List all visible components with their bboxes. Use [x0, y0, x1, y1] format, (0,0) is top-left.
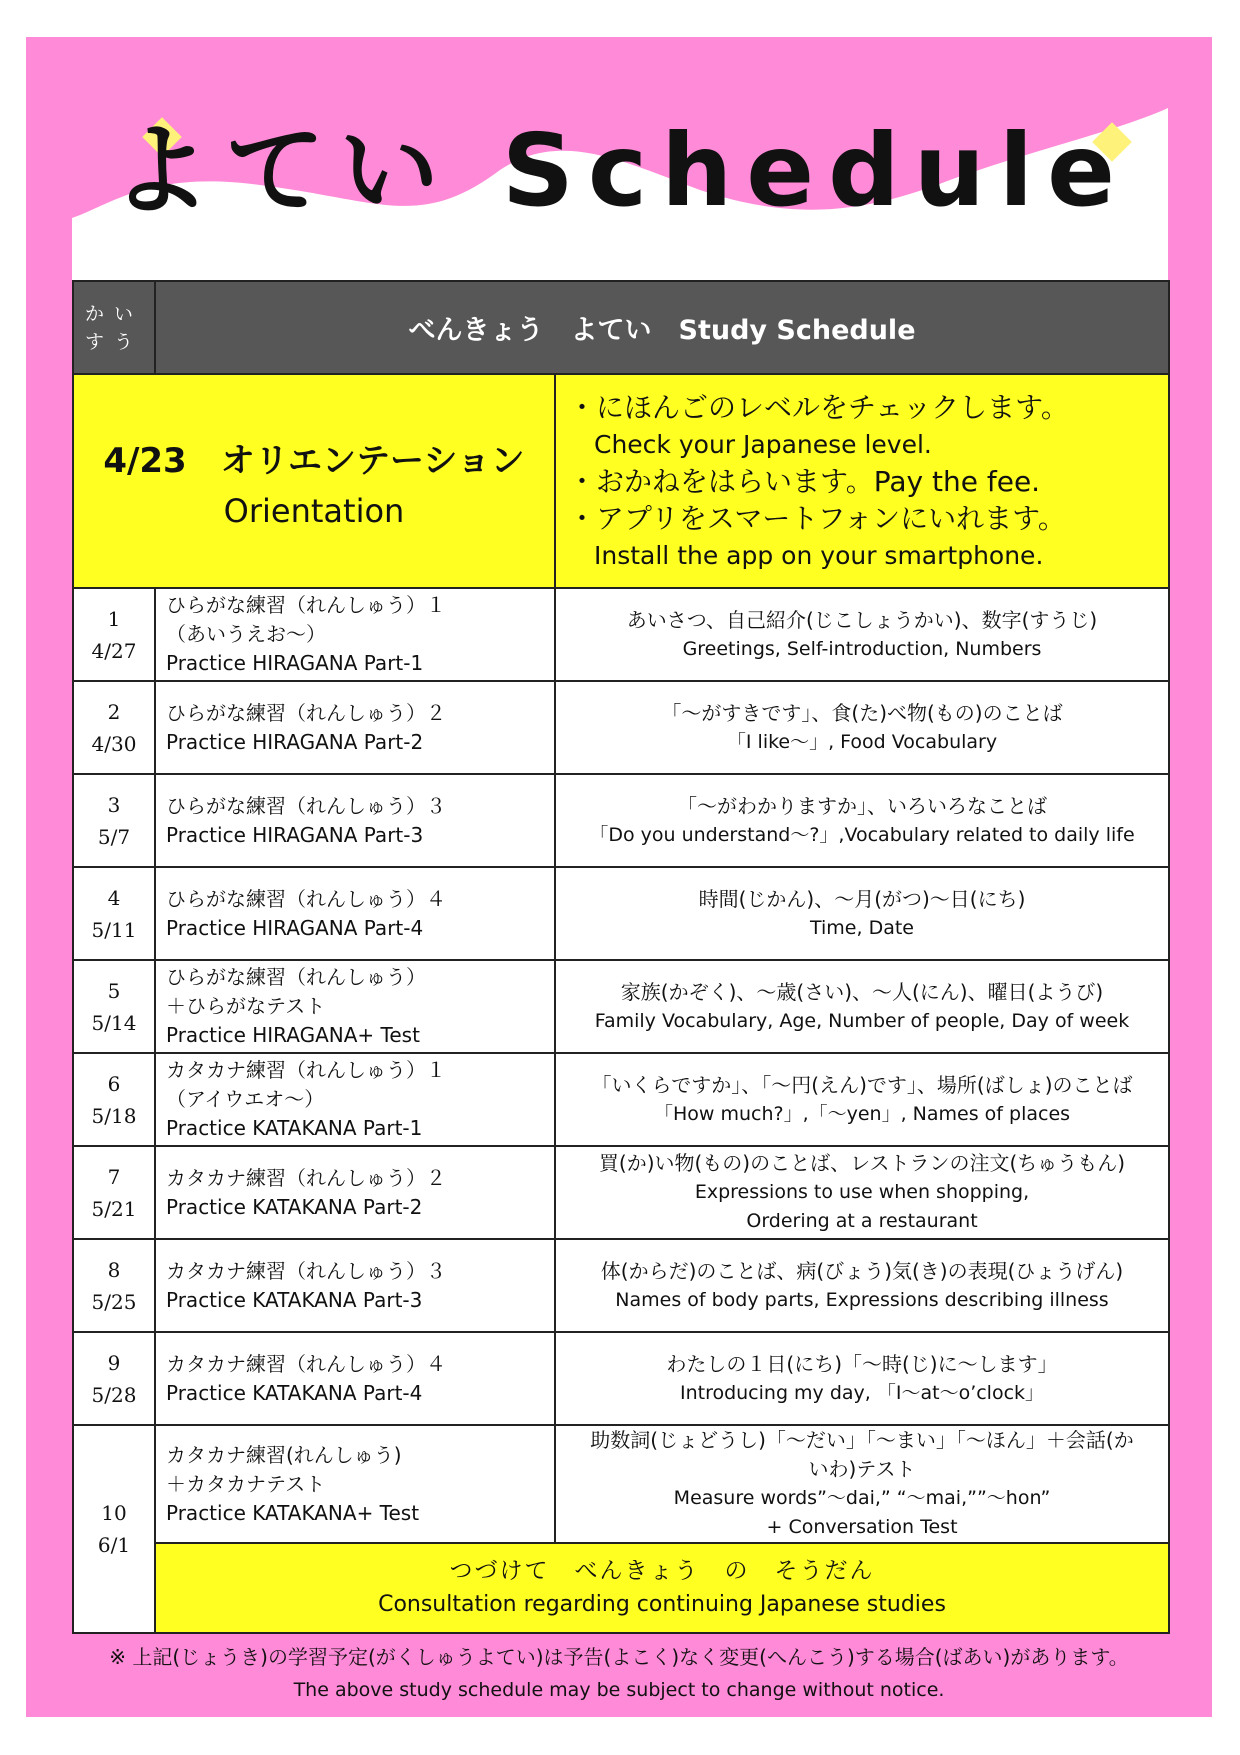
lesson-line: （あいうえお～）	[166, 622, 326, 646]
session-number: 6	[107, 1071, 121, 1096]
topic-en: 「I like～」, Food Vocabulary	[726, 730, 998, 753]
lesson-line: カタカナ練習（れんしゅう）３	[166, 1258, 446, 1283]
session-date: 5/21	[91, 1196, 137, 1221]
lesson-line: Practice KATAKANA Part-2	[166, 1194, 423, 1219]
lesson-cell	[155, 960, 555, 1053]
lesson-cell	[155, 1332, 555, 1425]
session-number: 2	[107, 699, 121, 724]
topic-cell	[555, 681, 1169, 774]
topic-en: 「How much?」,「～yen」, Names of places	[653, 1102, 1071, 1125]
topic-cell	[555, 588, 1169, 681]
consultation-cell	[155, 1543, 1169, 1633]
lesson-line: Practice KATAKANA+ Test	[166, 1500, 420, 1525]
lesson-line: Practice KATAKANA Part-1	[166, 1116, 423, 1140]
topic-en: Names of body parts, Expressions describing illness	[615, 1288, 1109, 1311]
table-row	[73, 1146, 1169, 1239]
footnote	[26, 1640, 1212, 1706]
topic-jp: 時間(じかん)、～月(がつ)～日(にち)	[698, 886, 1026, 911]
topic-jp: いわ)テスト	[808, 1457, 916, 1481]
table-row	[73, 1332, 1169, 1425]
session-date: 5/28	[91, 1382, 137, 1407]
lesson-line: ひらがな練習（れんしゅう）３	[166, 793, 446, 818]
lesson-cell	[155, 588, 555, 681]
lesson-line: （アイウエオ～）	[166, 1087, 325, 1111]
lesson-line: Practice HIRAGANA Part-3	[166, 822, 424, 847]
topic-en: 「Do you understand～?」,Vocabulary related to daily life	[589, 823, 1135, 846]
topic-en: Greetings, Self-introduction, Numbers	[682, 637, 1042, 660]
schedule-table	[72, 280, 1170, 1634]
topic-cell	[555, 1146, 1169, 1239]
topic-cell	[555, 1239, 1169, 1332]
session-number-cell	[73, 1332, 155, 1425]
lesson-cell	[155, 1053, 555, 1146]
topic-cell	[555, 1332, 1169, 1425]
session-date: 4/27	[91, 638, 137, 663]
lesson-line: Practice HIRAGANA Part-2	[166, 729, 424, 754]
table-row	[73, 1425, 1169, 1543]
lesson-cell	[155, 1146, 555, 1239]
topic-en: Family Vocabulary, Age, Number of people, Day of week	[594, 1009, 1130, 1032]
consultation-row	[73, 1543, 1169, 1633]
lesson-line: Practice KATAKANA Part-4	[166, 1380, 423, 1405]
kaisu-header: かい すう	[73, 281, 155, 374]
topic-en: Measure words”～dai,” “～mai,””～hon”	[673, 1487, 1051, 1509]
lesson-line: カタカナ練習(れんしゅう)	[166, 1442, 402, 1467]
orientation-bullet: ・にほんごのレベルをチェックします。	[568, 390, 1069, 424]
lesson-line: Practice HIRAGANA Part-1	[166, 651, 424, 675]
topic-jp: 体(からだ)のことば、病(びょう)気(き)の表現(ひょうげん)	[600, 1258, 1124, 1283]
topic-cell	[555, 960, 1169, 1053]
table-row	[73, 588, 1169, 681]
topic-cell	[555, 774, 1169, 867]
topic-en: Expressions to use when shopping,	[694, 1181, 1030, 1203]
topic-jp: 家族(かぞく)、～歳(さい)、～人(にん)、曜日(ようび)	[620, 979, 1104, 1004]
session-number: 3	[107, 792, 121, 817]
session-date: 5/11	[91, 917, 137, 942]
lesson-cell	[155, 1425, 555, 1543]
session-number-cell	[73, 681, 155, 774]
session-number: 7	[107, 1164, 121, 1189]
lesson-line: Practice HIRAGANA Part-4	[166, 915, 424, 940]
topic-cell	[555, 1053, 1169, 1146]
lesson-line: カタカナ練習（れんしゅう）１	[166, 1058, 446, 1082]
session-number-cell	[73, 867, 155, 960]
topic-en: Time, Date	[810, 916, 914, 939]
table-row	[73, 681, 1169, 774]
lesson-line: ひらがな練習（れんしゅう）	[166, 965, 426, 989]
orientation-title-cell	[73, 374, 555, 588]
table-row	[73, 960, 1169, 1053]
lesson-cell	[155, 681, 555, 774]
session-number: 10	[101, 1501, 127, 1525]
session-date: 5/14	[91, 1010, 137, 1035]
table-header-row	[73, 281, 1169, 374]
session-number-cell	[73, 1053, 155, 1146]
orientation-bullet-en: Install the app on your smartphone.	[594, 540, 1044, 570]
orientation-title: 4/23 オリエンテーション	[103, 440, 525, 481]
session-number: 8	[107, 1257, 121, 1282]
topic-en: Ordering at a restaurant	[746, 1210, 978, 1232]
topic-jp: 「～がすきです」、食(た)べ物(もの)のことば	[661, 700, 1063, 725]
consultation-en: Consultation regarding continuing Japanese studies	[378, 1592, 946, 1617]
topic-en: Introducing my day, 「I～at～o’clock」	[679, 1381, 1045, 1404]
session-number-cell	[73, 588, 155, 681]
topic-cell	[555, 867, 1169, 960]
session-number: 5	[107, 978, 121, 1003]
topic-en: + Conversation Test	[766, 1516, 958, 1538]
table-row	[73, 774, 1169, 867]
session-number-cell	[73, 1425, 155, 1633]
topic-jp: 買(か)い物(もの)のことば、レストランの注文(ちゅうもん)	[598, 1151, 1126, 1175]
session-number: 4	[107, 885, 121, 910]
lesson-cell	[155, 1239, 555, 1332]
session-date: 5/25	[91, 1289, 137, 1314]
session-number: 1	[107, 606, 121, 631]
lesson-line: カタカナ練習（れんしゅう）２	[166, 1165, 446, 1190]
orientation-bullet: ・アプリをスマートフォンにいれます。	[568, 501, 1066, 535]
topic-jp: あいさつ、自己紹介(じこしょうかい)、数字(すうじ)	[626, 607, 1098, 632]
table-row	[73, 867, 1169, 960]
orientation-subtitle: Orientation	[223, 491, 405, 530]
lesson-line: ＋カタカナテスト	[166, 1471, 326, 1496]
session-number-cell	[73, 774, 155, 867]
footnote-jp: ※ 上記(じょうき)の学習予定(がくしゅうよてい)は予告(よこく)なく変更(へんこう)する場合(ばあい)があります。	[109, 1645, 1129, 1669]
lesson-line: ひらがな練習（れんしゅう）１	[166, 593, 446, 617]
orientation-bullet-en: Check your Japanese level.	[594, 429, 932, 459]
session-number-cell	[73, 960, 155, 1053]
topic-jp: 「～がわかりますか」、いろいろなことば	[677, 793, 1047, 818]
topic-jp: わたしの１日(にち)「～時(じ)に～します」	[666, 1351, 1058, 1376]
page-title: よてい Schedule	[111, 112, 1129, 229]
session-date: 5/7	[97, 824, 131, 849]
table-row	[73, 1239, 1169, 1332]
lesson-cell	[155, 774, 555, 867]
session-date: 5/18	[91, 1103, 137, 1128]
session-number-cell	[73, 1239, 155, 1332]
lesson-line: ＋ひらがなテスト	[166, 994, 326, 1018]
footnote-en: The above study schedule may be subject to change without notice.	[293, 1679, 945, 1701]
schedule-header-title: べんきょう よてい Study Schedule	[155, 281, 1169, 374]
lesson-cell	[155, 867, 555, 960]
session-date: 6/1	[97, 1533, 131, 1557]
lesson-line: ひらがな練習（れんしゅう）２	[166, 700, 446, 725]
orientation-bullet: ・おかねをはらいます。Pay the fee.	[568, 464, 1041, 498]
consultation-jp: つづけて べんきょう の そうだん	[449, 1558, 875, 1584]
lesson-line: カタカナ練習（れんしゅう）４	[166, 1351, 446, 1376]
session-number-cell	[73, 1146, 155, 1239]
lesson-line: Practice KATAKANA Part-3	[166, 1287, 423, 1312]
topic-jp: 助数詞(じょどうし)「～だい」「～まい」「～ほん」＋会話(か	[590, 1428, 1134, 1452]
orientation-details	[555, 374, 1169, 588]
orientation-row	[73, 374, 1169, 588]
session-date: 4/30	[91, 731, 137, 756]
topic-jp: 「いくらですか」、「～円(えん)です」、場所(ばしょ)のことば	[591, 1072, 1133, 1097]
topic-cell	[555, 1425, 1169, 1543]
lesson-line: Practice HIRAGANA+ Test	[166, 1023, 420, 1047]
table-row	[73, 1053, 1169, 1146]
lesson-line: ひらがな練習（れんしゅう）４	[166, 886, 446, 911]
session-number: 9	[107, 1350, 121, 1375]
